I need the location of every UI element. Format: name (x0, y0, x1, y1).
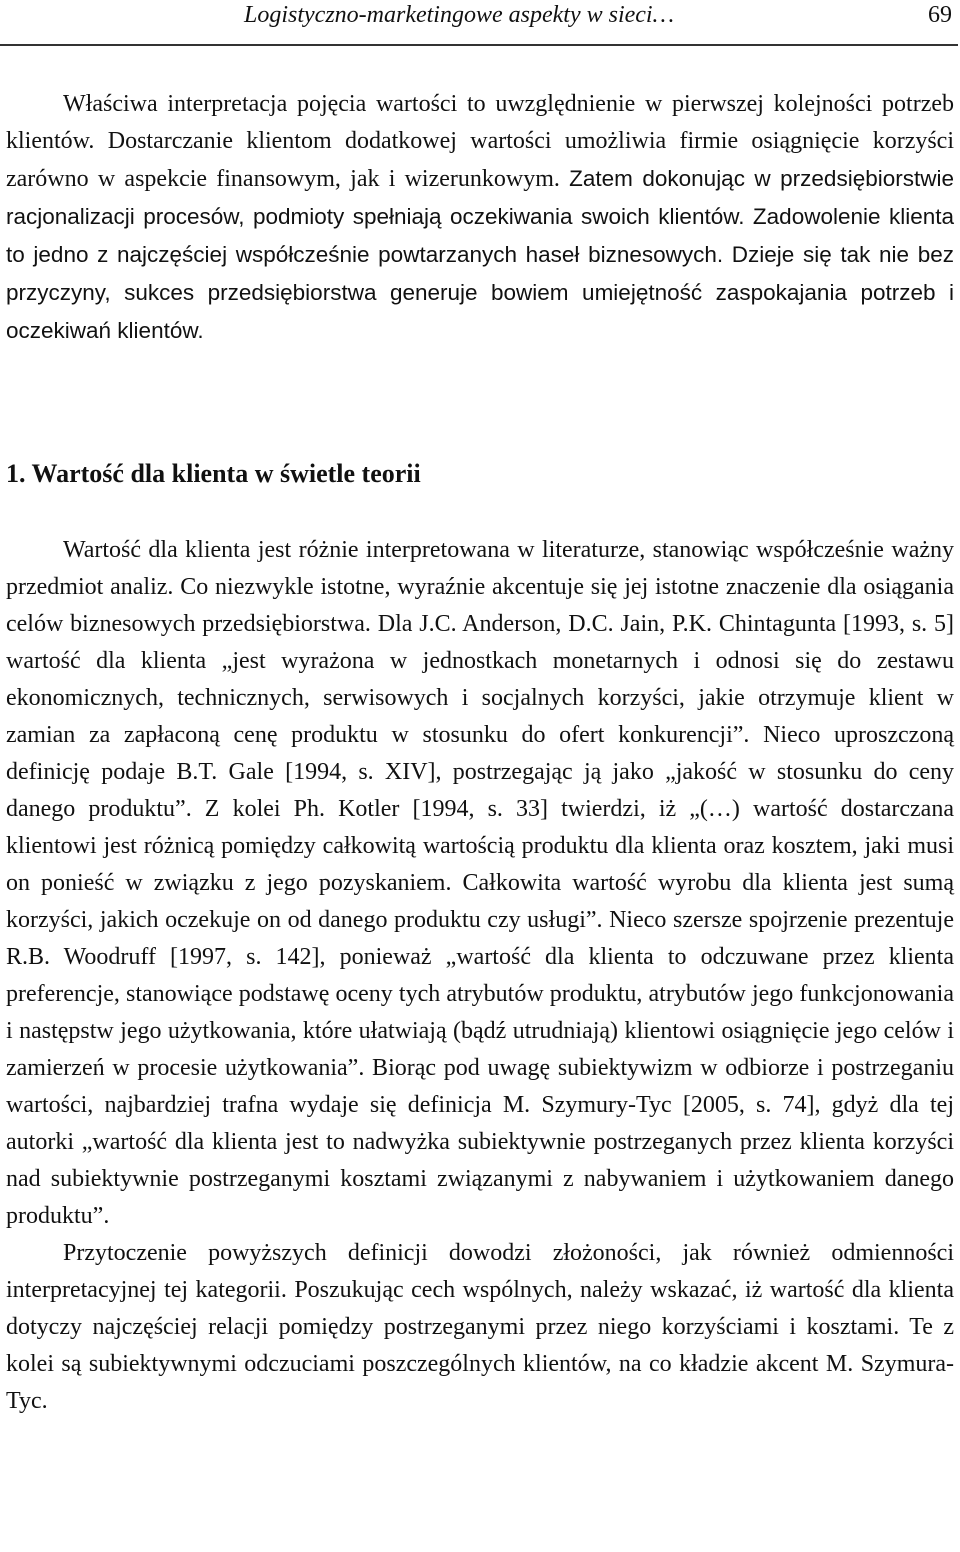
intro-lead-text: Właściwa interpretacja pojęcia wartości to uwzględnienie w pierwszej kolejności potrzeb klientów. Dostarczanie klientom dodatkowej wartości umożliwia firmie osiągnięcie korzyści zarówno w aspekcie finansowym, jak i wizerunkowym. (6, 91, 954, 192)
running-header (0, 0, 958, 46)
section-paragraph-summary: Przytoczenie powyższych definicji dowodzi złożoności, jak również odmienności interpretacyjnej tej kategorii. Poszukując cech wspólnych, należy wskazać, iż wartość dla klienta dotyczy najczęściej relacji pomiędzy postrzeganymi przez niego korzyściami i kosztami. Te z kolei są subiektywnymi odczuciami poszczególnych klientów, na co kładzie akcent M. Szymura-Tyc. (6, 1240, 954, 1414)
intro-text (6, 86, 954, 350)
section-body (6, 454, 954, 1420)
running-title: Logistyczno-marketingowe aspekty w sieci… (244, 2, 674, 28)
intro-continuation-text: Zatem dokonując w przedsiębiorstwie racjonalizacji procesów, podmioty spełniają oczekiwania swoich klientów. Zadowolenie klienta to jedno z najczęściej współcześnie powtarzanych haseł biznesowych. Dzieje się tak nie bez przyczyny, sukces przedsiębiorstwa generuje bowiem umiejętność zaspokajania potrzeb i oczekiwań klientów. (6, 166, 954, 343)
page-number: 69 (928, 2, 952, 28)
section-paragraph-definitions: Wartość dla klienta jest różnie interpretowana w literaturze, stanowiąc współcześnie ważny przedmiot analiz. Co niezwykle istotne, wyraźnie akcentuje się jej istotne znaczenie dla osiągania celów biznesowych przedsiębiorstwa. Dla J.C. Anderson, D.C. Jain, P.K. Chintagunta [1993, s. 5] wartość dla klienta „jest wyrażona w jednostkach monetarnych i odnosi się do zestawu ekonomicznych, technicznych, serwisowych i socjalnych korzyści, jakie otrzymuje klient w zamian za zapłaconą cenę produktu w stosunku do ofert konkurencji”. Nieco uproszczoną definicję podaje B.T. Gale [1994, s. XIV], postrzegając ją jako „jakość w stosunku do ceny danego produktu”. Z kolei Ph. Kotler [1994, s. 33] twierdzi, iż „(…) wartość dostarczana klientowi jest różnicą pomiędzy całkowitą wartością produktu dla klienta oraz kosztem, jaki musi on ponieść w związku z jego pozyskaniem. Całkowita wartość wyrobu dla klienta jest sumą korzyści, jakich oczekuje on od danego produktu czy usługi”. Nieco szersze spojrzenie prezentuje R.B. Woodruff [1997, s. 142], ponieważ „wartość dla klienta to odczuwane przez klienta preferencje, stanowiące podstawę oceny tych atrybutów produktu, atrybutów jego funkcjonowania i następstw jego użytkowania, które ułatwiają (bądź utrudniają) klientowi osiągnięcie jego celów i zamierzeń w procesie użytkowania”. Biorąc pod uwagę subiektywizm w odbiorze i postrzeganiu wartości, najbardziej trafna wydaje się definicja M. Szymury-Tyc [2005, s. 74], gdyż dla tej autorki „wartość dla klienta jest to nadwyżka subiektywnie postrzeganych przez klienta korzyści nad subiektywnie postrzeganymi kosztami związanymi z nabywaniem i użytkowaniem danego produktu”. (6, 537, 954, 1229)
intro-paragraph (6, 86, 954, 350)
section-heading: 1. Wartość dla klienta w świetle teorii (6, 459, 421, 488)
